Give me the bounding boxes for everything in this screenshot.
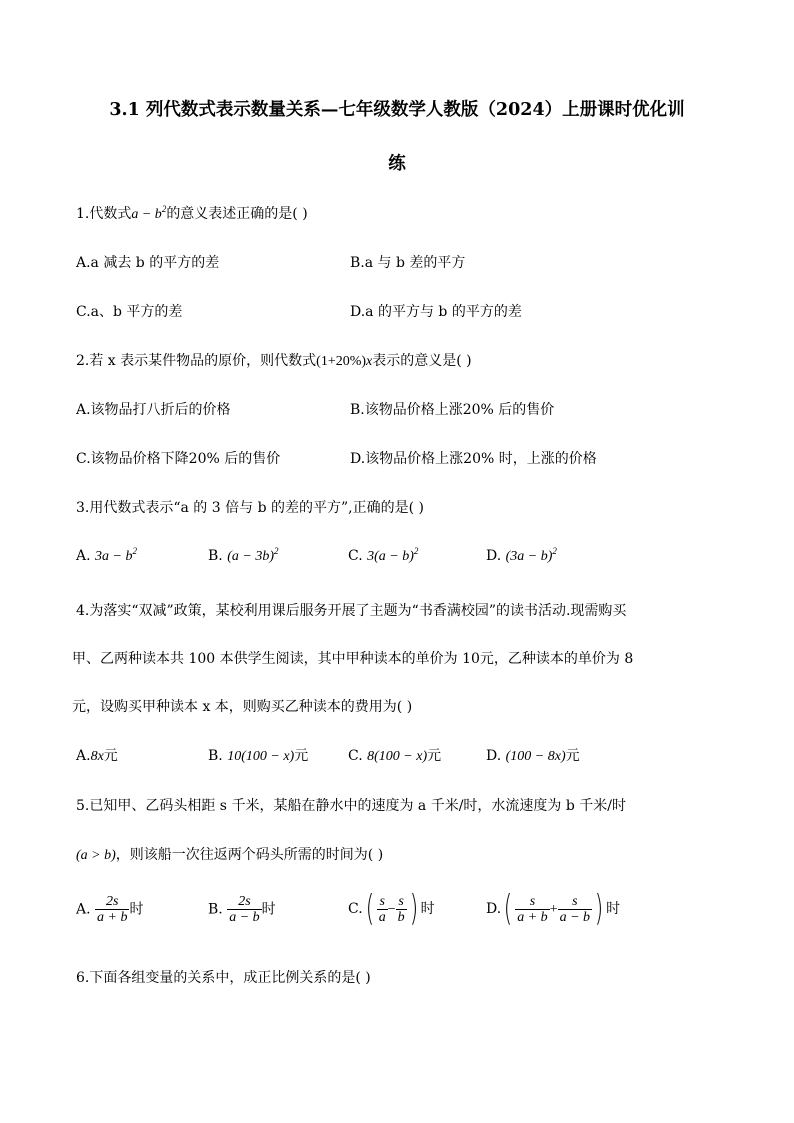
q1-option-b[interactable]: B.a 与 b 差的平方: [350, 255, 466, 271]
document-title-line1: 3.1 列代数式表示数量关系—七年级数学人教版（2024）上册课时优化训: [109, 100, 685, 120]
q5-stem-line1: 5.已知甲、乙码头相距 s 千米，某船在静水中的速度为 a 千米/时，水流速度为 b 千米/时: [76, 798, 626, 814]
q4-stem-line1: 4.为落实“双减”政策，某校利用课后服务开展了主题为“书香满校园”的读书活动.现需购买: [76, 603, 627, 619]
q5-option-c[interactable]: C.( $\frac{s}{a}$ − $\frac{s}{b}$ ) 时: [348, 888, 435, 929]
q3-option-b[interactable]: B. $(a - 3b)^2$: [208, 546, 279, 564]
q5-stem-line2: (a > b)，则该船一次往返两个码头所需的时间为( ): [76, 847, 384, 863]
q5-option-a[interactable]: A. $\frac{2s}{a + b}$ 时: [76, 894, 144, 925]
q1-option-d[interactable]: D.a 的平方与 b 的平方的差: [350, 304, 522, 320]
q2-stem: 2.若 x 表示某件物品的原价，则代数式(1+20%)x表示的意义是( ): [76, 353, 472, 369]
q5-condition: (a > b): [76, 848, 116, 863]
q4-option-b[interactable]: B. 10(100 − x)元: [208, 748, 309, 764]
q3-option-d[interactable]: D. $(3a - b)^2$: [486, 546, 557, 564]
q4-option-d[interactable]: D. (100 − 8x)元: [486, 748, 580, 764]
q1-option-c[interactable]: C.a、b 平方的差: [76, 304, 183, 320]
q4-stem-line2: 甲、乙两种读本共 100 本供学生阅读，其中甲种读本的单价为 10元，乙种读本的单价为 8: [72, 651, 634, 667]
q3-option-a[interactable]: A. $3a - b^2$: [76, 546, 137, 564]
q6-stem: 6.下面各组变量的关系中，成正比例关系的是( ): [76, 970, 371, 986]
q1-option-a[interactable]: A.a 减去 b 的平方的差: [76, 255, 220, 271]
q5-option-d[interactable]: D.( $\frac{s}{a + b}$ + $\frac{s}{a - b}$ ) 时: [486, 888, 621, 929]
q4-option-a[interactable]: A.8x元: [76, 748, 118, 764]
q2-option-c[interactable]: C.该物品价格下降20% 后的售价: [76, 451, 281, 467]
q2-option-a[interactable]: A.该物品打八折后的价格: [76, 402, 231, 418]
q4-stem-line3: 元，设购买甲种读本 x 本，则购买乙种读本的费用为( ): [72, 699, 413, 715]
q1-stem: 1.代数式$a - b^2$的意义表述正确的是( ): [76, 204, 308, 222]
q3-option-c[interactable]: C. $3(a - b)^2$: [348, 546, 419, 564]
q3-stem: 3.用代数式表示“a 的 3 倍与 b 的差的平方”,正确的是( ): [76, 500, 424, 516]
q2-option-b[interactable]: B.该物品价格上涨20% 后的售价: [350, 402, 555, 418]
q1-expression: $a - b^2$: [131, 204, 167, 222]
q4-option-c[interactable]: C. 8(100 − x)元: [348, 748, 442, 764]
q5-option-b[interactable]: B. $\frac{2s}{a - b}$ 时: [208, 894, 276, 925]
document-title-line2: 练: [388, 154, 406, 174]
q2-expression: (1+20%)x: [316, 354, 373, 369]
q2-option-d[interactable]: D.该物品价格上涨20% 时，上涨的价格: [350, 451, 597, 467]
